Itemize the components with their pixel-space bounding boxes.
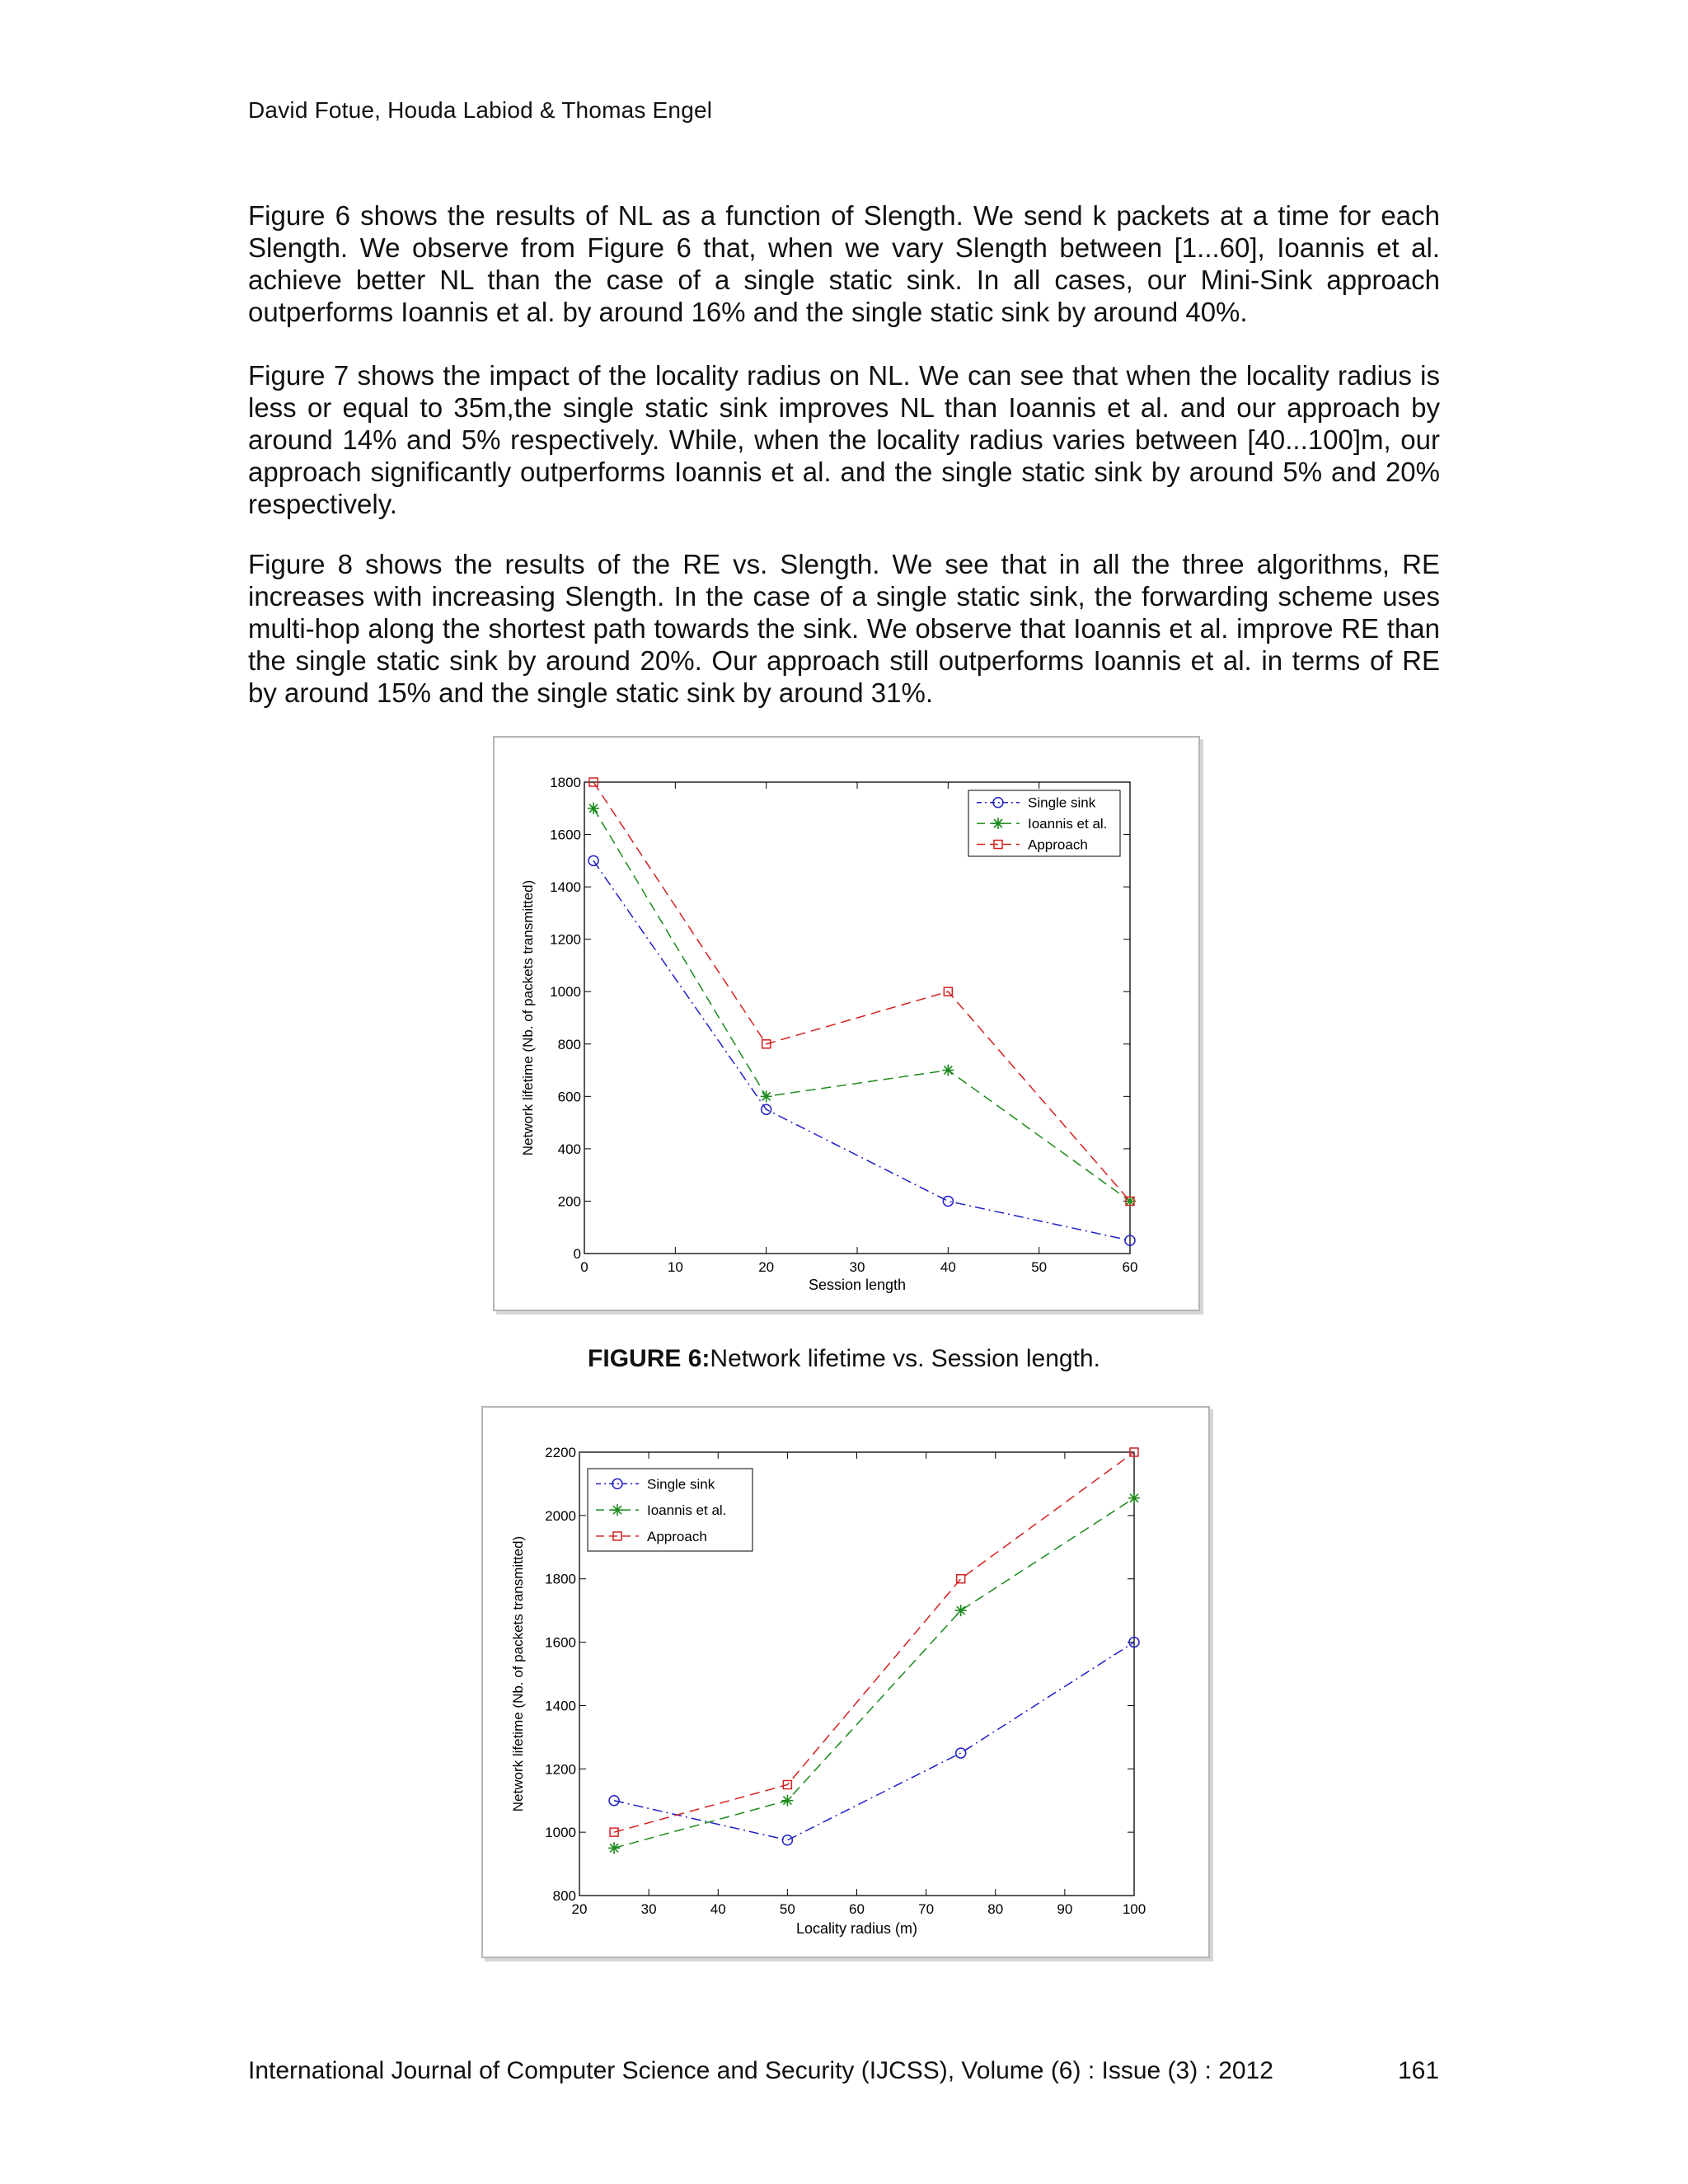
legend-label-single-sink: Single sink <box>647 1476 715 1493</box>
x-tick-label: 20 <box>571 1901 588 1917</box>
figure-6-chart <box>495 738 1198 1310</box>
paragraph-figure8-discussion: Figure 8 shows the results of the RE vs. Slength. We see that in all the three algorithms, RE increases with increasing Slength. In the case of a single static sink, the forwarding scheme uses multi-hop along the shortest path towards the sink. We observe that Ioannis et al. improve RE than the single static sink by around 20%. Our approach still outperforms Ioannis et al. in terms of RE by around 15% and the single static sink by around 31%. <box>248 549 1440 708</box>
figure-6-caption-label: FIGURE 6: <box>588 1345 710 1372</box>
y-axis-label: Network lifetime (Nb. of packets transmitted) <box>520 879 536 1156</box>
data-point-ioannis-et-al <box>955 1605 967 1616</box>
y-tick-label: 2000 <box>545 1507 576 1524</box>
x-axis-label: Session length <box>808 1277 907 1293</box>
paragraph-figure6-discussion: Figure 6 shows the results of NL as a function of Slength. We send k packets at a time for each Slength. We observe from Figure 6 that, when we vary Slength between [1...60], Ioannis et al. achieve better NL than the case of a single static sink. In all cases, our Mini-Sink approach outperforms Ioannis et al. by around 16% and the single static sink by around 40%. <box>248 200 1440 327</box>
y-tick-label: 800 <box>557 1036 581 1052</box>
legend-label-approach: Approach <box>647 1528 707 1544</box>
figure-7-panel <box>481 1406 1210 1958</box>
legend-marker-ioannis-et-al <box>992 818 1004 829</box>
y-tick-label: 1600 <box>545 1634 576 1651</box>
y-tick-label: 200 <box>557 1193 581 1210</box>
data-point-ioannis-et-al <box>781 1795 793 1807</box>
y-tick-label: 2200 <box>545 1445 576 1460</box>
y-tick-label: 400 <box>557 1141 581 1157</box>
data-point-ioannis-et-al <box>608 1842 620 1854</box>
x-tick-label: 50 <box>1031 1259 1048 1275</box>
legend-label-approach: Approach <box>1028 837 1088 853</box>
x-axis-label: Locality radius (m) <box>795 1920 918 1937</box>
y-axis-label: Network lifetime (Nb. of packets transmitted) <box>510 1535 526 1812</box>
x-tick-label: 60 <box>849 1901 865 1917</box>
data-point-ioannis-et-al <box>942 1065 954 1076</box>
y-tick-label: 1800 <box>545 1571 576 1587</box>
y-tick-label: 1200 <box>550 931 581 948</box>
paragraph-figure7-discussion: Figure 7 shows the impact of the locality radius on NL. We can see that when the locality radius is less or equal to 35m,the single static sink improves NL than Ioannis et al. and our approach by around 14% and 5% respectively. While, when the locality radius varies between [40...100]m, our approach significantly outperforms Ioannis et al. and the single static sink by around 5% and 20% respectively. <box>248 360 1440 519</box>
x-tick-label: 30 <box>640 1901 657 1917</box>
legend-label-ioannis-et-al: Ioannis et al. <box>647 1502 727 1519</box>
data-point-ioannis-et-al <box>761 1090 772 1102</box>
figure-6-panel <box>493 736 1200 1311</box>
y-tick-label: 1200 <box>545 1761 576 1778</box>
x-tick-label: 40 <box>940 1259 956 1275</box>
y-tick-label: 1000 <box>545 1825 576 1841</box>
x-tick-label: 20 <box>758 1259 775 1275</box>
figure-7-chart <box>483 1408 1208 1957</box>
y-tick-label: 800 <box>552 1888 576 1904</box>
x-tick-label: 40 <box>710 1901 726 1917</box>
x-tick-label: 60 <box>1122 1259 1138 1275</box>
x-tick-label: 80 <box>987 1901 1004 1917</box>
y-tick-label: 0 <box>573 1246 581 1262</box>
x-tick-label: 30 <box>849 1259 865 1275</box>
data-point-ioannis-et-al <box>1128 1493 1140 1504</box>
x-tick-label: 50 <box>779 1901 795 1917</box>
y-tick-label: 1000 <box>550 984 581 1001</box>
data-point-ioannis-et-al <box>588 803 599 814</box>
figure-6-caption-text: Network lifetime vs. Session length. <box>710 1345 1100 1372</box>
x-tick-label: 100 <box>1122 1901 1146 1917</box>
legend-label-single-sink: Single sink <box>1028 794 1096 811</box>
running-header: David Fotue, Houda Labiod & Thomas Engel <box>248 97 713 123</box>
legend-label-ioannis-et-al: Ioannis et al. <box>1028 816 1108 832</box>
journal-footer: International Journal of Computer Science and Security (IJCSS), Volume (6) : Issue (3) : 2012 <box>248 2057 1273 2084</box>
y-tick-label: 1800 <box>550 775 581 790</box>
y-tick-label: 1600 <box>550 827 581 843</box>
legend-marker-ioannis-et-al <box>612 1504 623 1516</box>
y-tick-label: 1400 <box>545 1698 576 1714</box>
y-tick-label: 1400 <box>550 879 581 896</box>
x-tick-label: 0 <box>580 1259 588 1275</box>
x-tick-label: 90 <box>1057 1901 1073 1917</box>
page-number: 161 <box>1398 2057 1440 2084</box>
figure-6-caption <box>0 1345 1688 1373</box>
x-tick-label: 10 <box>667 1259 683 1275</box>
y-tick-label: 600 <box>557 1089 581 1105</box>
x-tick-label: 70 <box>918 1901 935 1917</box>
